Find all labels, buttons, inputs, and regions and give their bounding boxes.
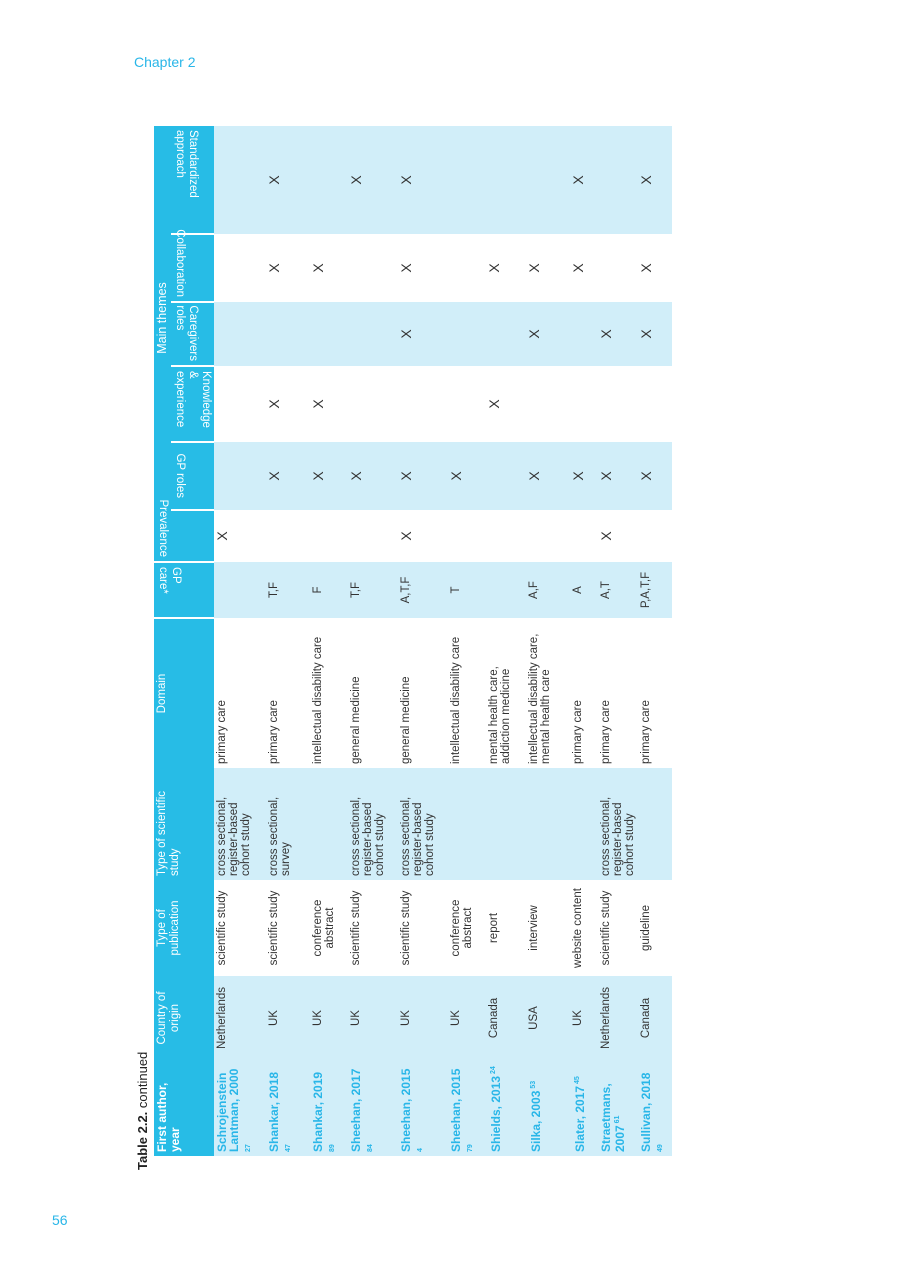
cell-knowledge: X [266, 399, 282, 409]
cell-domain: primary care [216, 700, 228, 764]
reference-number: 84 [367, 1144, 374, 1152]
cell-gp-roles: X [266, 442, 310, 510]
cell-prevalence [266, 510, 310, 562]
cell-collaboration: X [638, 263, 654, 273]
cell-pub-type: report [488, 912, 500, 944]
table-row [638, 126, 672, 1156]
header-caregivers: Caregivers roles [171, 302, 214, 366]
cell-collaboration [598, 234, 638, 302]
cell-domain: intellectual disability care [450, 636, 462, 764]
cell-standardized: X [348, 126, 398, 234]
rotated-table-container [132, 126, 762, 1170]
header-pub-type: Type of publication [154, 880, 214, 976]
cell-sci-type [638, 768, 672, 880]
cell-caregivers: X [598, 302, 638, 366]
cell-country: Netherlands [214, 976, 266, 1060]
cell-knowledge [598, 366, 638, 442]
cell-standardized: X [638, 126, 672, 234]
reference-number: 79 [467, 1144, 474, 1152]
cell-prevalence [448, 510, 486, 562]
reference-number: 27 [245, 1144, 252, 1152]
author-name: Shankar, 2018 [267, 1071, 281, 1152]
cell-country: Netherlands [598, 976, 638, 1060]
table-row [310, 126, 348, 1156]
cell-standardized: X [398, 126, 448, 234]
cell-collaboration [348, 234, 398, 302]
cell-gp-care: T,F [266, 562, 310, 618]
cell-collaboration: X [266, 263, 282, 273]
cell-domain: intellectual disability care, mental health care [528, 633, 552, 764]
cell-gp-roles: X [310, 442, 348, 510]
cell-country: UK [398, 976, 448, 1060]
cell-domain: general medicine [350, 676, 362, 764]
cell-knowledge [214, 366, 266, 442]
cell-knowledge [348, 366, 398, 442]
cell-knowledge: X [486, 399, 502, 409]
cell-sci-type: cross sectional, register-based cohort study [598, 768, 638, 880]
header-sci-type: Type of scientific study [154, 768, 214, 880]
cell-gp-roles: X [598, 442, 638, 510]
cell-pub-type: scientific study [216, 890, 228, 966]
cell-author [526, 1060, 570, 1156]
table-row [266, 126, 310, 1156]
cell-gp-roles: X [638, 442, 672, 510]
cell-sci-type [570, 768, 598, 880]
cell-sci-type [486, 768, 526, 880]
cell-author [214, 1060, 266, 1156]
cell-sci-type: cross sectional, survey [266, 768, 310, 880]
cell-country: UK [266, 976, 310, 1060]
header-standardized: Standardized approach [171, 126, 214, 234]
cell-domain: primary care [268, 700, 280, 764]
author-name: Sheehan, 2015 [399, 1068, 413, 1152]
author-name: Sullivan, 2018 [639, 1072, 653, 1152]
cell-gp-care [486, 562, 526, 618]
cell-prevalence [638, 510, 672, 562]
cell-standardized: X [266, 126, 310, 234]
data-table [154, 126, 672, 1156]
cell-standardized [310, 126, 348, 234]
table-row [214, 126, 266, 1156]
cell-collaboration: X [310, 263, 326, 273]
cell-collaboration: X [570, 263, 586, 273]
cell-gp-roles: X [348, 442, 398, 510]
cell-prevalence [526, 510, 570, 562]
cell-prevalence: X [214, 531, 230, 541]
cell-caregivers [214, 302, 266, 366]
cell-sci-type [448, 768, 486, 880]
cell-author [638, 1060, 672, 1156]
cell-caregivers [570, 302, 598, 366]
cell-gp-care: F [310, 562, 348, 618]
cell-standardized [214, 126, 266, 234]
header-main-themes: Main themes [154, 126, 171, 510]
header-gp-roles: GP roles [171, 442, 214, 510]
cell-knowledge [526, 366, 570, 442]
cell-gp-roles: X [570, 442, 598, 510]
reference-number: 61 [614, 1115, 621, 1126]
author-name: Shields, 2013 [489, 1075, 503, 1152]
cell-gp-care: A,T,F [398, 562, 448, 618]
table-row [598, 126, 638, 1156]
cell-collaboration [214, 234, 266, 302]
header-first-author: First author, year [154, 1060, 214, 1156]
author-name: Schrojenstein Lantman, 2000 [215, 1068, 241, 1152]
cell-pub-type: guideline [640, 904, 652, 952]
cell-gp-care: A [570, 562, 598, 618]
table-caption-text: continued [135, 1051, 150, 1112]
cell-collaboration [448, 234, 486, 302]
reference-number: 89 [329, 1144, 336, 1152]
cell-country: Canada [486, 976, 526, 1060]
cell-collaboration: X [398, 263, 414, 273]
cell-standardized [448, 126, 486, 234]
reference-number: 47 [285, 1144, 292, 1152]
cell-gp-roles: X [448, 442, 486, 510]
cell-prevalence: X [598, 531, 614, 541]
header-prevalence: Prevalence [154, 510, 214, 562]
cell-knowledge [570, 366, 598, 442]
cell-standardized [526, 126, 570, 234]
author-name: Sheehan, 2015 [449, 1068, 463, 1152]
cell-author [310, 1060, 348, 1156]
table-row [486, 126, 526, 1156]
cell-pub-type: scientific study [400, 890, 412, 966]
cell-sci-type: cross sectional, register-based cohort study [348, 768, 398, 880]
reference-number: 4 [417, 1148, 424, 1152]
cell-sci-type: cross sectional, register-based cohort study [398, 768, 448, 880]
reference-number: 24 [490, 1066, 497, 1076]
cell-prevalence: X [398, 531, 414, 541]
cell-sci-type [526, 768, 570, 880]
cell-author [348, 1060, 398, 1156]
cell-author [448, 1060, 486, 1156]
cell-knowledge [638, 366, 672, 442]
cell-domain: intellectual disability care [312, 636, 324, 764]
header-country: Country of origin [154, 976, 214, 1060]
cell-caregivers: X [526, 302, 570, 366]
page-number: 56 [52, 1212, 68, 1228]
cell-gp-care: P,A,T,F [638, 562, 672, 618]
cell-pub-type: scientific study [600, 890, 612, 966]
chapter-label: Chapter 2 [134, 54, 196, 70]
cell-domain: primary care [600, 700, 612, 764]
cell-author [398, 1060, 448, 1156]
author-name: Slater, 2017 [573, 1085, 587, 1152]
cell-gp-care: A,T [598, 562, 638, 618]
cell-author [486, 1060, 526, 1156]
cell-country: UK [348, 976, 398, 1060]
cell-caregivers [448, 302, 486, 366]
cell-caregivers: X [638, 302, 672, 366]
cell-gp-care: T,F [348, 562, 398, 618]
cell-gp-roles: X [398, 442, 448, 510]
cell-sci-type [310, 768, 348, 880]
cell-country: Canada [638, 976, 672, 1060]
cell-author [266, 1060, 310, 1156]
cell-domain: primary care [640, 700, 652, 764]
header-collaboration: Collaboration [171, 234, 214, 302]
cell-pub-type: website content [572, 888, 584, 968]
header-domain: Domain [154, 618, 214, 768]
cell-gp-care [214, 562, 266, 618]
cell-gp-care: T [448, 562, 486, 618]
reference-number: 53 [530, 1080, 537, 1091]
cell-gp-roles: X [526, 442, 570, 510]
cell-prevalence [348, 510, 398, 562]
cell-knowledge: X [310, 399, 326, 409]
header-knowledge: Knowledge & experience [171, 366, 214, 442]
cell-pub-type: conference abstract [312, 899, 336, 957]
cell-caregivers [310, 302, 348, 366]
cell-author [570, 1060, 598, 1156]
header-gp-care: GP care* [154, 562, 214, 618]
table-row [398, 126, 448, 1156]
table-row [348, 126, 398, 1156]
table-caption [132, 126, 154, 1170]
cell-gp-roles [214, 442, 266, 510]
cell-caregivers [486, 302, 526, 366]
table-row [448, 126, 486, 1156]
cell-domain: mental health care, addiction medicine [488, 666, 512, 764]
cell-standardized: X [570, 126, 598, 234]
cell-country: UK [310, 976, 348, 1060]
cell-knowledge [448, 366, 486, 442]
cell-pub-type: interview [528, 905, 540, 951]
cell-pub-type: conference abstract [450, 899, 474, 957]
author-name: Shankar, 2019 [311, 1071, 325, 1152]
cell-knowledge [398, 366, 448, 442]
cell-country: USA [526, 976, 570, 1060]
cell-caregivers [348, 302, 398, 366]
cell-domain: primary care [572, 700, 584, 764]
table-row [570, 126, 598, 1156]
cell-country: UK [570, 976, 598, 1060]
cell-author [598, 1060, 638, 1156]
cell-collaboration: X [486, 263, 502, 273]
cell-prevalence [570, 510, 598, 562]
author-name: Straetmans, 2007 [599, 1083, 627, 1152]
cell-domain: general medicine [400, 676, 412, 764]
cell-standardized [598, 126, 638, 234]
cell-caregivers [266, 302, 310, 366]
cell-prevalence [486, 510, 526, 562]
cell-gp-care: A,F [526, 562, 570, 618]
cell-prevalence [310, 510, 348, 562]
cell-collaboration: X [526, 263, 542, 273]
author-name: Sheehan, 2017 [349, 1068, 363, 1152]
cell-country: UK [448, 976, 486, 1060]
cell-sci-type: cross sectional, register-based cohort study [214, 768, 266, 880]
cell-standardized [486, 126, 526, 234]
cell-pub-type: scientific study [350, 890, 362, 966]
table-caption-label: Table 2.2. [135, 1111, 150, 1170]
author-name: Silka, 2003 [529, 1090, 543, 1152]
cell-caregivers: X [398, 302, 448, 366]
reference-number: 49 [657, 1144, 664, 1152]
cell-gp-roles [486, 442, 526, 510]
cell-pub-type: scientific study [268, 890, 280, 966]
reference-number: 45 [574, 1076, 581, 1086]
table-row [526, 126, 570, 1156]
